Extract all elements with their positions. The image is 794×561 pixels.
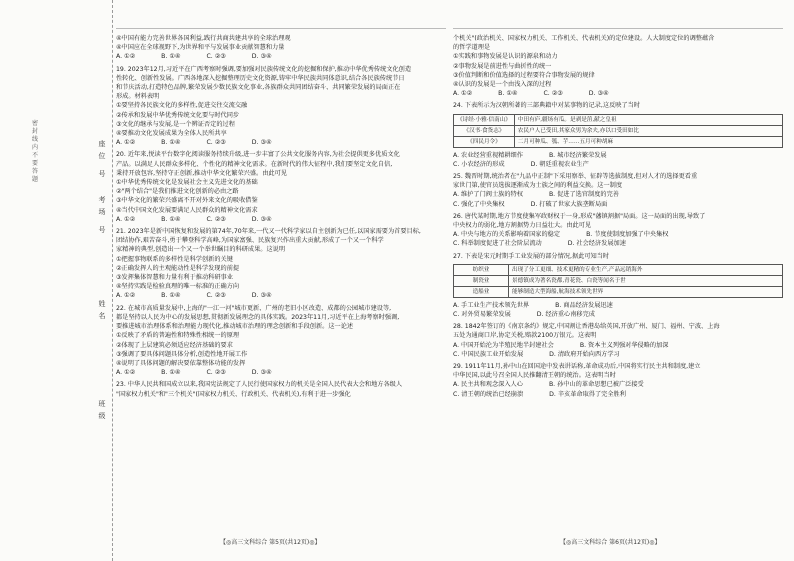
question-23 — [116, 380, 446, 398]
question-28 — [453, 322, 783, 359]
option[interactable]: D. 打破了世家大族垄断局面 — [530, 200, 608, 208]
q21-item: ③发挥集体智慧和力量有利于推动科研事业 — [116, 274, 233, 282]
table-cell: 《汉书·食货志》 — [454, 125, 515, 136]
question-26 — [453, 212, 783, 249]
option[interactable]: D. ③④ — [588, 90, 609, 98]
q27-stem: 27. 下表是宋元时期手工业发展的部分情况,据此可知当时 — [453, 252, 610, 260]
option[interactable]: B. ①④ — [161, 53, 181, 61]
option[interactable]: C. ②③ — [206, 53, 226, 61]
q21-item: ④坚持实践是检验真理的唯一标准的正确方向 — [116, 283, 240, 291]
table-cell: 《四民月令》 — [454, 136, 515, 147]
option[interactable]: B. 促进了选官制度的完善 — [548, 191, 619, 199]
q23-stem: 的哲学道理是 — [453, 44, 491, 52]
table-row — [454, 125, 783, 136]
q20-options — [116, 215, 446, 224]
q18-options — [116, 52, 446, 61]
table-cell: 造船业 — [454, 286, 509, 297]
q18-line: ④中国有能力完善世界各国利益,践行共商共建共享的全球治理观 — [116, 35, 291, 42]
option[interactable]: A. 民主共和观念深入人心 — [453, 381, 523, 389]
page-footer-left: 【◎高三文科综合 第5页(共12页)◎】 — [220, 539, 321, 546]
table-cell: 纺织业 — [454, 264, 509, 275]
table-cell: 景德镇成为著名瓷都,青花瓷、白瓷等闻名于世 — [509, 275, 783, 286]
gutter-field-label: 班 — [98, 400, 106, 408]
q21-item: ①把握事物联系的多样性是科学创新的关键 — [116, 255, 233, 263]
q19-options — [116, 138, 446, 147]
option[interactable]: B. 节度使制度加强了中央集权 — [586, 231, 669, 239]
q21-item: ②正确发挥人的主观能动性是科学发现的前提 — [116, 264, 240, 272]
q24-options — [453, 160, 783, 169]
option[interactable]: D. ③④ — [251, 369, 272, 377]
q19-item: ④要推动文化发展成果为全体人民所共享 — [116, 130, 227, 138]
q22-item: ②体现了上层建筑必须适应经济基础的要求 — [116, 341, 233, 349]
question-23-tail — [453, 34, 783, 98]
option[interactable]: B. ①④ — [161, 292, 181, 300]
q27-options — [453, 310, 783, 319]
option[interactable]: A. 中国开始沦为半殖民地半封建社会 — [453, 341, 554, 349]
q19-stem: 19. 2023年12月,习近平在广西考察时强调,要加强对民族传统文化的挖掘和保护,推动中华优秀传统文化创造 — [116, 65, 412, 73]
gutter-field-label: 级 — [98, 412, 106, 420]
q23-item: ③价值判断和价值选择的过程要符合事物发展的规律 — [453, 71, 595, 79]
q22-item: ④说明了具体问题的解决要依靠整体功能的发挥 — [116, 359, 246, 367]
q24-stem: 24. 下表所示为汉朝所著的三部典籍中对某事物的记录,这反映了当时 — [453, 102, 641, 110]
q28-options — [453, 341, 783, 350]
option[interactable]: C. 中国民族工业开始发展 — [453, 350, 524, 358]
q26-options — [453, 230, 783, 239]
q22-stem: 都是坚持以人民为中心的发展思想,贯彻新发展理念的具体实践。2023年11月,习近平在上海考察时强调, — [116, 313, 400, 321]
question-22 — [116, 304, 446, 378]
q20-item: ④当代中国文化发展要满足人民群众的精神文化需求 — [116, 206, 258, 214]
option[interactable]: D. ③④ — [251, 139, 272, 147]
question-21 — [116, 227, 446, 301]
option[interactable]: A. ①② — [116, 292, 136, 300]
option[interactable]: B. 资本主义列强对华侵略的加深 — [579, 341, 669, 349]
option[interactable]: C. 对外贸易繁荣发展 — [453, 311, 511, 319]
q19-item: ②传承和发展中华优秀传统文化要与时代同步 — [116, 111, 240, 119]
gutter-field-label: 场 — [98, 208, 106, 216]
option[interactable]: D. 社会经济发展加速 — [567, 240, 626, 248]
option[interactable]: D. 经济重心南移完成 — [536, 311, 595, 319]
q20-stem: 产品。以满足人民群众多样化、个性化的精神文化需求。在新时代的伟大征程中,我们要坚定文化自信, — [116, 160, 393, 168]
option[interactable]: C. ②③ — [206, 369, 226, 377]
q27-table — [453, 264, 783, 298]
q28-stem: 五处为通商口岸,协定关税,赔款2100万银元。这表明 — [453, 332, 597, 340]
gutter-field-label: 考 — [98, 196, 106, 204]
option[interactable]: A. ①② — [453, 90, 473, 98]
option[interactable]: B. 商品经济发展迅速 — [555, 301, 613, 309]
q26-stem: 26. 唐代某时期,地方节度使集军政财权于一身,形成"藩镇割据"局面。这一局面的出现,导致了 — [453, 212, 706, 220]
option[interactable]: D. 清政府开始向西方学习 — [549, 350, 620, 358]
option[interactable]: C. ②③ — [206, 292, 226, 300]
q20-item: ③中华文化的繁荣兴盛离不开对外来文化的吸收借鉴 — [116, 197, 258, 205]
right-top-rule — [453, 28, 783, 29]
table-cell: 农民户人已受田,其家众男为余夫,亦以口受田如比 — [514, 125, 782, 136]
gutter-field-label: 位 — [98, 152, 106, 160]
option[interactable]: C. 强化了中央集权 — [453, 200, 505, 208]
q23-stem: 23. 中华人民共和国成立以来,我国宪法规定了人民行使国家权力的机关是全国人民代表大会和地方各级人 — [116, 381, 403, 389]
option[interactable]: D. ③④ — [251, 215, 272, 223]
q22-item: ③强调了要具体问题具体分析,创造性地开展工作 — [116, 350, 248, 358]
q29-stem: 29. 1911年11月,孙中山在回国途中发表讲话称,革命成功后,中国将实行民主共和制度,建立 — [453, 363, 701, 371]
q23-item: ④认识的发展是一个由浅入深的过程 — [453, 81, 552, 89]
question-25 — [453, 172, 783, 209]
q22-stem: 要推进城市治理体系和治理能力现代化,推动城市治理的理念创新和手段创新。这一论述 — [116, 323, 354, 331]
q25-options — [453, 200, 783, 209]
right-page-column — [453, 34, 783, 399]
q28-stem: 28. 1842年签订的《南京条约》规定,中国割让香港岛给英国,开放广州、厦门、福州、宁波、上海 — [453, 323, 720, 331]
table-row — [454, 114, 783, 125]
q23-options — [453, 89, 783, 98]
question-27 — [453, 252, 783, 320]
table-cell: 出现了分工更细、技术更精的专业生产,产品远销海外 — [509, 264, 783, 275]
q20-item: ①中华优秀传统文化是发展社会主义先进文化的基础 — [116, 179, 258, 187]
option[interactable]: A. 中央与地方的关系影响着国家的稳定 — [453, 231, 561, 239]
question-19 — [116, 65, 446, 148]
q23-item: ②事物发展是前进性与曲折性的统一 — [453, 62, 552, 70]
q20-item: ②"两个结合"是我们推进文化创新的必由之路 — [116, 188, 239, 196]
q25-stem: 家世门第,使官员选拔逐渐成为士族之间的利益交换。这一制度 — [453, 182, 623, 190]
page-footer-right: 【◎高三文科综合 第6页(共12页)◎】 — [560, 539, 661, 546]
option[interactable]: B. ①④ — [498, 90, 518, 98]
gutter-field-label: 姓 — [98, 300, 106, 308]
option[interactable]: D. ③④ — [251, 53, 272, 61]
option[interactable]: B. 孙中山的革命思想已被广泛接受 — [548, 381, 644, 389]
gutter-field-label: 座 — [98, 140, 106, 148]
option[interactable]: D. 朝廷重视农业生产 — [530, 160, 589, 168]
q23-item: ①实践和事物发展是认识的源泉和动力 — [453, 53, 558, 61]
option[interactable]: D. ③④ — [251, 292, 272, 300]
table-cell: 能够制造大型海船,航海技术领先世界 — [509, 286, 783, 297]
option[interactable]: A. 手工业生产技术领先世界 — [453, 301, 530, 309]
q25-stem: 25. 魏晋时期,统治者在"九品中正制"下采用察举、征辟等选拔制度,但对人才的选择更看重 — [453, 173, 698, 181]
option[interactable]: B. ①④ — [161, 215, 181, 223]
option[interactable]: A. ①② — [116, 369, 136, 377]
q22-stem: 22. 在城市高质量发展中,上海的"一江一河"城市更新、广州的老旧小区改造、成都的公园城市建设等, — [116, 304, 392, 312]
option[interactable]: C. 清王朝的统治已经崩溃 — [453, 390, 524, 398]
option[interactable]: C. 科举制度促进了社会阶层流动 — [453, 240, 542, 248]
option[interactable]: B. 城市经济繁荣发展 — [548, 151, 607, 159]
q22-item: ①反映了矛盾的普遍性和特殊性相统一的原理 — [116, 332, 240, 340]
option[interactable]: D. 辛亥革命取得了完全胜利 — [549, 390, 626, 398]
q24-options — [453, 151, 783, 160]
option[interactable]: B. ①④ — [161, 369, 181, 377]
gutter-field-label: 号 — [98, 170, 106, 178]
option[interactable]: A. 农业经营重视精耕细作 — [453, 151, 523, 159]
gutter-field-label: 名 — [98, 312, 106, 320]
q18-line: ④中国应在全球视野下,为世界和平与发展事业贡献智慧和力量 — [116, 44, 285, 52]
q23-stem: 个机关"(政治机关、国家权力机关、工作机关、代表机关)的定位建设。人大制度定位的调整蕴含 — [453, 35, 715, 42]
option[interactable]: A. ①② — [116, 139, 136, 147]
table-row — [454, 275, 783, 286]
table-cell: 二月可种瓜、瓠、芋……五月可种胡麻 — [514, 136, 782, 147]
q27-options — [453, 301, 783, 310]
q22-options — [116, 368, 446, 377]
q24-table — [453, 114, 783, 148]
q21-stem: 团结协作,艰苦奋斗,勇于攀登科学高峰,为国家富强、民族复兴作出重大贡献,形成了一个又一个科学 — [116, 237, 384, 245]
q28-options — [453, 350, 783, 359]
option[interactable]: A. ①② — [116, 215, 136, 223]
q21-stem: 家精神的典型,创造出一个又一个举世瞩目的科研成果。这说明 — [116, 246, 286, 254]
q19-stem: 形成。材料表明 — [116, 93, 160, 101]
q20-stem: 20. 近年来,悦读平台数字化阅读服务持续升级,进一步丰富了公共文化服务内容,为社会提供更多优质文化 — [116, 151, 400, 159]
left-top-rule — [116, 28, 446, 29]
option[interactable]: B. ①④ — [161, 139, 181, 147]
q29-stem: 中华民国,以此号召全国人民推翻清王朝的统治。这表明当时 — [453, 372, 616, 380]
option[interactable]: C. ②③ — [543, 90, 563, 98]
q21-options — [116, 291, 446, 300]
table-cell: 中田有庐,疆场有瓜。是剥是菹,献之皇祖 — [514, 114, 782, 125]
q26-options — [453, 239, 783, 248]
option[interactable]: A. ①② — [116, 53, 136, 61]
q20-stem: 秉持开放包容,坚持守正创新,推动中华文化繁荣兴盛。由此可见 — [116, 169, 287, 177]
question-18-tail — [116, 34, 446, 62]
binding-margin — [0, 0, 113, 561]
q19-item: ①要坚持各民族文化的多样性,促进交往交流交融 — [116, 102, 248, 110]
q26-stem: 中央权力的弱化,地方割据势力日益壮大。由此可见 — [453, 222, 592, 230]
table-cell: 制瓷业 — [454, 275, 509, 286]
q19-stem: 和节庆活动,打造特色品牌,繁荣发展少数民族文化事业,各族群众共同团结奋斗、共同繁荣发展的局面正在 — [116, 84, 401, 92]
seal-line-note: 密封线内不要答题 — [31, 120, 38, 183]
gutter-field-label: 号 — [98, 226, 106, 234]
option[interactable]: C. 小农经济的形成 — [453, 160, 505, 168]
q19-stem: 性转化、创新性发展。广西各地深入挖掘整理历史文化资源,铸牢中华民族共同体意识,结合各民族传统节日 — [116, 74, 405, 82]
q25-options — [453, 190, 783, 199]
table-row — [454, 136, 783, 147]
option[interactable]: C. ②③ — [206, 215, 226, 223]
question-29 — [453, 362, 783, 399]
table-cell: 《诗经·小雅·信南山》 — [454, 114, 515, 125]
option[interactable]: C. ②③ — [206, 139, 226, 147]
question-24 — [453, 101, 783, 169]
table-row — [454, 286, 783, 297]
q19-item: ③文化的继承与发展,是一个辨证否定的过程 — [116, 120, 235, 128]
question-20 — [116, 150, 446, 224]
q21-stem: 21. 2023年是新中国恢复和发展的第74年,70年来,一代又一代科学家以自主创新为已任,以国家需要为首要目标, — [116, 228, 421, 236]
table-row — [454, 264, 783, 275]
option[interactable]: A. 维护了门阀士族的特权 — [453, 191, 523, 199]
q29-options — [453, 380, 783, 389]
q23-stem: "国家权力机关"和"三个机关"(国家权力机关、行政机关、代表机关),有利于进一步强化 — [116, 390, 351, 398]
left-page-column — [116, 34, 446, 399]
q29-options — [453, 390, 783, 399]
